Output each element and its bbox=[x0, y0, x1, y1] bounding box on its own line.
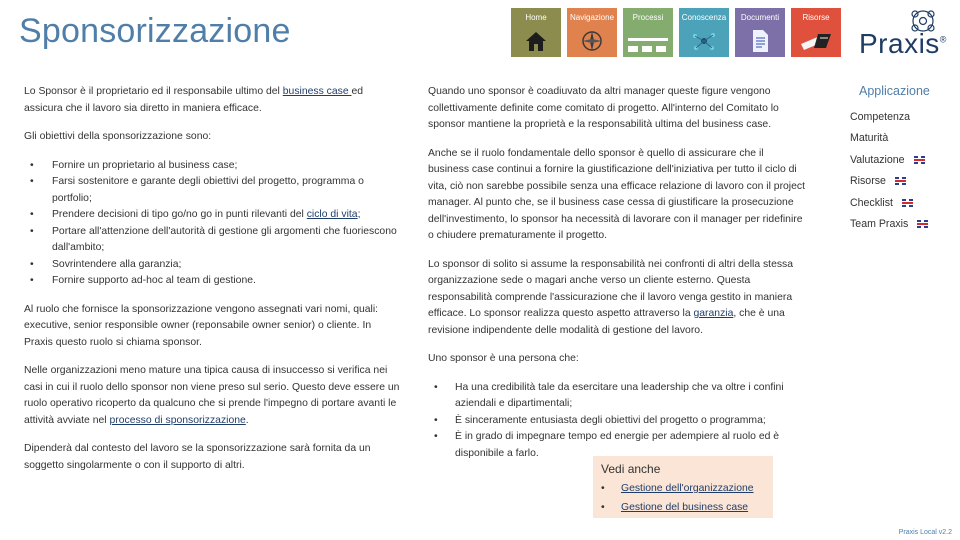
nav-documenti-label: Documenti bbox=[740, 13, 780, 22]
sidebar-item-label: Competenza bbox=[850, 110, 911, 123]
application-sidebar bbox=[850, 84, 950, 235]
intro-paragraph bbox=[24, 84, 400, 117]
ciclo-di-vita-link[interactable]: ciclo di vita bbox=[306, 209, 358, 220]
middle-column bbox=[428, 84, 806, 474]
list-item: • Ha una credibilità tale da esercitare una leadership che va oltre i confini aziendali e dipartimentali; bbox=[428, 380, 806, 413]
role-names-paragraph: Al ruolo che fornisce la sponsorizzazione vengono assegnati vari nomi, quali: executive, senior responsible owner (reponsabile owner senior) o cliente. In Praxis questo ruolo si chiama sponsor. bbox=[24, 303, 379, 348]
responsibility-paragraph bbox=[428, 257, 806, 340]
sidebar-item-valutazione[interactable] bbox=[850, 149, 950, 171]
list-item: • Fornire supporto ad-hoc al team di gestione. bbox=[24, 273, 400, 290]
sidebar-item-label: Checklist bbox=[850, 196, 893, 209]
maturity-text-end: . bbox=[245, 414, 249, 426]
page-title: Sponsorizzazione bbox=[19, 12, 291, 50]
nav-processi-label: Processi bbox=[632, 13, 664, 22]
gestione-business-case-link[interactable]: Gestione del business case bbox=[621, 502, 749, 513]
processo-sponsorizzazione-link[interactable]: processo di sponsorizzazione bbox=[109, 414, 246, 426]
nav-navigazione-button[interactable] bbox=[567, 8, 617, 57]
maturity-text: Nelle organizzazioni meno mature una tipica causa di insuccesso si verifica nei casi in cui il ruolo dello sponsor non viene preso sul serio. Questo deve essere un ruolo operativo ricoperto da qualcuno che si prende l'impegno di portare avanti le attività avviate nel bbox=[24, 365, 400, 426]
sidebar-item-label: Risorse bbox=[850, 175, 886, 188]
see-also-list bbox=[601, 482, 765, 514]
network-icon bbox=[679, 28, 729, 54]
registered-mark: ® bbox=[939, 34, 947, 45]
goals-intro: Gli obiettivi della sponsorizzazione sono: bbox=[24, 131, 212, 142]
nav-risorse-label: Risorse bbox=[802, 13, 830, 22]
list-item: • Fornire un proprietario al business case; bbox=[24, 158, 400, 175]
sidebar-item-team-praxis[interactable] bbox=[850, 214, 950, 236]
sidebar-item-risorse[interactable] bbox=[850, 171, 950, 193]
nav-conoscenza-label: Conoscenza bbox=[681, 13, 727, 22]
see-also-heading: Vedi anche bbox=[601, 462, 661, 476]
process-icon bbox=[623, 32, 673, 54]
list-item: • È in grado di impegnare tempo ed energie per adempiere al ruolo ed è disponibile a farlo. bbox=[428, 429, 806, 462]
goals-list bbox=[24, 158, 400, 290]
list-item-text-end: ; bbox=[357, 209, 361, 220]
intro-text: Lo Sponsor è il proprietario ed il responsabile ultimo del bbox=[24, 86, 283, 97]
nav-home-button[interactable] bbox=[511, 8, 561, 57]
uk-flag-icon bbox=[917, 220, 928, 228]
traits-list bbox=[428, 380, 806, 463]
logo-wordmark: Praxis bbox=[859, 28, 940, 59]
uk-flag-icon bbox=[895, 177, 906, 185]
top-navigation bbox=[511, 8, 847, 57]
see-also-item bbox=[601, 501, 765, 514]
gestione-organizzazione-link[interactable]: Gestione dell'organizzazione bbox=[621, 483, 754, 494]
nav-navigazione-label: Navigazione bbox=[569, 13, 615, 22]
nav-conoscenza-button[interactable] bbox=[679, 8, 729, 57]
list-item: • Farsi sostenitore e garante degli obiettivi del progetto, programma o portfolio; bbox=[24, 174, 400, 207]
uk-flag-icon bbox=[902, 199, 913, 207]
list-item: • Sovrintendere alla garanzia; bbox=[24, 257, 400, 274]
logo-text bbox=[859, 28, 947, 60]
sidebar-item-label: Maturità bbox=[850, 132, 889, 145]
nav-documenti-button[interactable] bbox=[735, 8, 785, 57]
tools-icon bbox=[791, 30, 841, 54]
sidebar-item-competenza[interactable] bbox=[850, 106, 950, 128]
sidebar-item-label: Valutazione bbox=[850, 153, 905, 166]
maturity-paragraph bbox=[24, 363, 400, 429]
see-also-item bbox=[601, 482, 765, 495]
context-paragraph: Dipenderà dal contesto del lavoro se la sponsorizzazione sarà fornita da un soggetto singolarmente o con il supporto di altri. bbox=[24, 443, 371, 471]
sponsor-traits-intro: Uno sponsor è una persona che: bbox=[428, 353, 579, 364]
sidebar-item-label: Team Praxis bbox=[850, 218, 909, 231]
garanzia-link[interactable]: garanzia bbox=[693, 308, 734, 319]
see-also-box bbox=[593, 456, 773, 518]
sidebar-heading: Applicazione bbox=[859, 84, 930, 98]
sidebar-item-checklist[interactable] bbox=[850, 192, 950, 214]
nav-risorse-button[interactable] bbox=[791, 8, 841, 57]
responsibility-text-end: , che è una revisione indipendente delle modalità di gestione del lavoro. bbox=[428, 308, 785, 336]
role-paragraph: Anche se il ruolo fondamentale dello sponsor è quello di assicurare che il business case continui a fornire la giustificazione dell'iniziativa per tutto il ciclo di vita, ciò non sarebbe possibile senza una efficace relazione di lavoro con il project manager. Al punto che, se il business case cessa di giustificare la prosecuzione dell'investimento, lo sponsor ha necessità di lavorare con il manager per ridefinire o chiudere prematuramente il progetto. bbox=[428, 147, 805, 241]
list-item: • Portare all'attenzione dell'autorità di gestione gli argomenti che fuoriescono dall'ambito; bbox=[24, 224, 400, 257]
sidebar-item-maturita[interactable] bbox=[850, 128, 950, 150]
document-icon bbox=[735, 28, 785, 54]
nav-home-label: Home bbox=[525, 13, 547, 22]
praxis-logo bbox=[857, 8, 947, 59]
compass-icon bbox=[567, 28, 617, 54]
responsibility-text: Lo sponsor di solito si assume la responsabilità nei confronti di altri della stessa organizzazione sede o magari anche verso un cliente esterno. Questa responsabilità comprende l'assicurazione che il lavoro venga gestito in maniera efficace. Lo sponsor realizza questo aspetto attraverso la bbox=[428, 258, 794, 319]
list-item-text: Prendere decisioni di tipo go/no go in punti rilevanti del bbox=[52, 209, 307, 220]
committee-paragraph: Quando uno sponsor è coadiuvato da altri manager queste figure vengono collettivamente definite come comitato di progetto. All'interno del Comitato lo sponsor mantiene la proprietà e la responsabilità ultima del business case. bbox=[428, 86, 779, 130]
list-item bbox=[24, 207, 400, 224]
version-footer: Praxis Local v2.2 bbox=[898, 529, 952, 536]
left-column bbox=[24, 84, 400, 486]
list-item: • È sinceramente entusiasta degli obiettivi del progetto o programma; bbox=[428, 413, 806, 430]
intro-text-end: ed assicura che il lavoro sia diretto in maniera efficace. bbox=[24, 86, 364, 114]
house-icon bbox=[511, 28, 561, 54]
uk-flag-icon bbox=[914, 156, 925, 164]
nav-processi-button[interactable] bbox=[623, 8, 673, 57]
business-case-link[interactable]: business case bbox=[282, 86, 352, 97]
